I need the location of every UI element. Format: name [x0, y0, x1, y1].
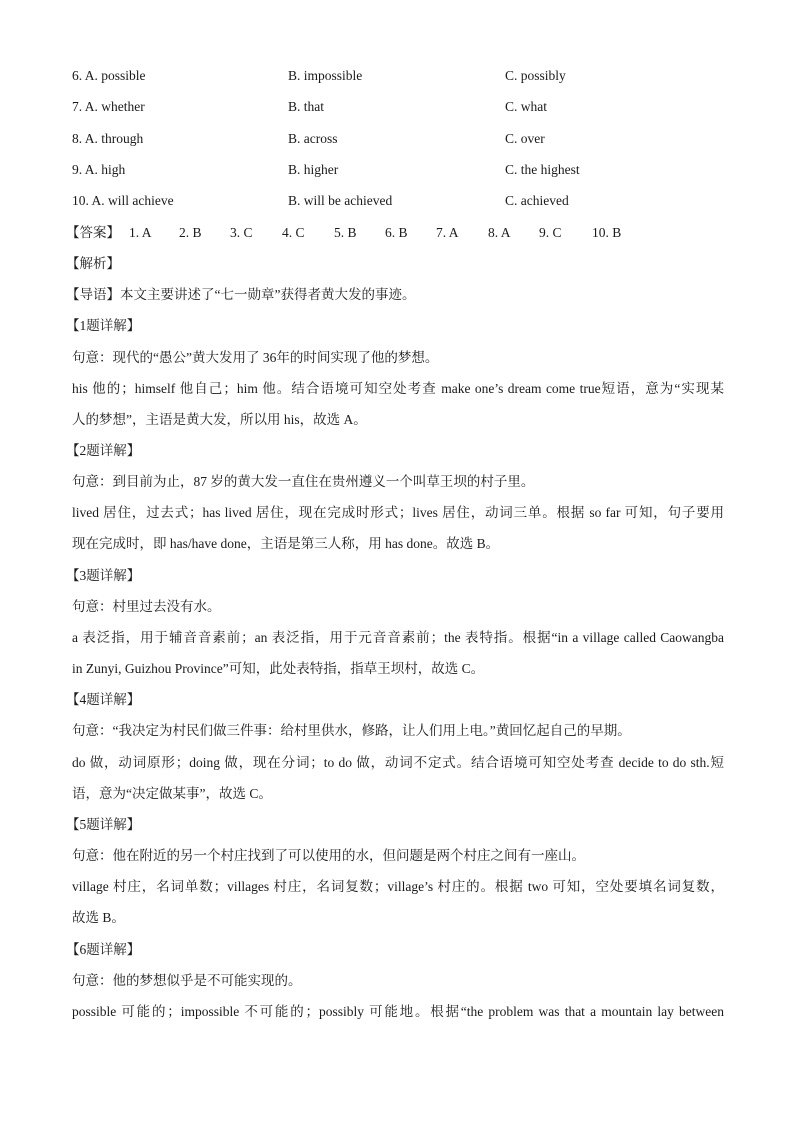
- answer-item: 7. A: [436, 225, 459, 240]
- answer-item: 5. B: [334, 225, 357, 240]
- option-a: 6. A. possible: [72, 68, 146, 83]
- section-heading: 【4题详解】: [66, 692, 141, 707]
- option-a: 8. A. through: [72, 131, 144, 146]
- section-heading: 【1题详解】: [66, 318, 141, 333]
- section-meaning: 句意：到目前为止，87 岁的黄大发一直住在贵州遵义一个叫草王坝的村子里。: [72, 474, 535, 489]
- option-row-8: [72, 129, 732, 149]
- option-c: C. possibly: [505, 68, 566, 83]
- section-heading: 【5题详解】: [66, 817, 141, 832]
- answer-item: 8. A: [488, 225, 511, 240]
- option-a: 9. A. high: [72, 162, 126, 177]
- answer-row: [66, 223, 732, 243]
- option-c: C. what: [505, 99, 547, 114]
- option-c: C. the highest: [505, 162, 580, 177]
- option-row-7: [72, 97, 732, 117]
- section-explain: lived 居住，过去式；has lived 居住，现在完成时形式；lives 居住，动词三单。根据 so far 可知，句子要用: [72, 505, 724, 520]
- answer-item: 6. B: [385, 225, 408, 240]
- answer-item: 2. B: [179, 225, 202, 240]
- section-heading: 【2题详解】: [66, 443, 141, 458]
- answer-item: 4. C: [282, 225, 305, 240]
- answer-item: 9. C: [539, 225, 562, 240]
- option-c: C. over: [505, 131, 545, 146]
- option-b: B. that: [288, 99, 324, 114]
- option-a: 10. A. will achieve: [72, 193, 174, 208]
- option-row-9: [72, 160, 732, 180]
- section-explain: 现在完成时，即 has/have done，主语是第三人称，用 has done。故选 B。: [72, 536, 500, 551]
- answer-item: 3. C: [230, 225, 253, 240]
- section-explain: a 表泛指，用于辅音音素前；an 表泛指，用于元音音素前；the 表特指。根据“in a village called Caowangba: [72, 630, 724, 645]
- section-explain: his 他的；himself 他自己；him 他。结合语境可知空处考查 make one’s dream come true短语，意为“实现某: [72, 381, 724, 396]
- section-explain: do 做，动词原形；doing 做，现在分词；to do 做，动词不定式。结合语境可知空处考查 decide to do sth.短: [72, 755, 724, 770]
- section-meaning: 句意：现代的“愚公”黄大发用了 36年的时间实现了他的梦想。: [72, 350, 439, 365]
- guide-text: 【导语】本文主要讲述了“七一勋章”获得者黄大发的事迹。: [66, 287, 416, 302]
- section-meaning: 句意：他在附近的另一个村庄找到了可以使用的水，但问题是两个村庄之间有一座山。: [72, 848, 585, 863]
- section-explain: possible 可能的；impossible 不可能的；possibly 可能地。根据“the problem was that a mountain lay between: [72, 1004, 724, 1019]
- section-explain: 人的梦想”，主语是黄大发，所以用 his，故选 A。: [72, 412, 367, 427]
- section-explain: in Zunyi, Guizhou Province”可知，此处表特指，指草王坝村，故选 C。: [72, 661, 485, 676]
- option-b: B. impossible: [288, 68, 363, 83]
- option-b: B. across: [288, 131, 338, 146]
- option-b: B. higher: [288, 162, 339, 177]
- section-heading: 【3题详解】: [66, 568, 141, 583]
- option-c: C. achieved: [505, 193, 569, 208]
- option-row-6: [72, 66, 732, 86]
- answer-item: 1. A: [129, 225, 152, 240]
- section-explain: 语，意为“决定做某事”，故选 C。: [72, 786, 272, 801]
- section-meaning: 句意：村里过去没有水。: [72, 599, 221, 614]
- section-meaning: 句意：“我决定为村民们做三件事：给村里供水，修路，让人们用上电。”黄回忆起自己的早期。: [72, 723, 631, 738]
- option-a: 7. A. whether: [72, 99, 145, 114]
- answer-item: 10. B: [592, 225, 622, 240]
- answer-label: 【答案】: [66, 225, 120, 240]
- analysis-label: 【解析】: [66, 256, 120, 271]
- option-b: B. will be achieved: [288, 193, 393, 208]
- option-row-10: [72, 191, 732, 211]
- section-explain: village 村庄，名词单数；villages 村庄，名词复数；village’s 村庄的。根据 two 可知，空处要填名词复数，: [72, 879, 724, 894]
- section-explain: 故选 B。: [72, 910, 125, 925]
- section-meaning: 句意：他的梦想似乎是不可能实现的。: [72, 973, 302, 988]
- section-heading: 【6题详解】: [66, 942, 141, 957]
